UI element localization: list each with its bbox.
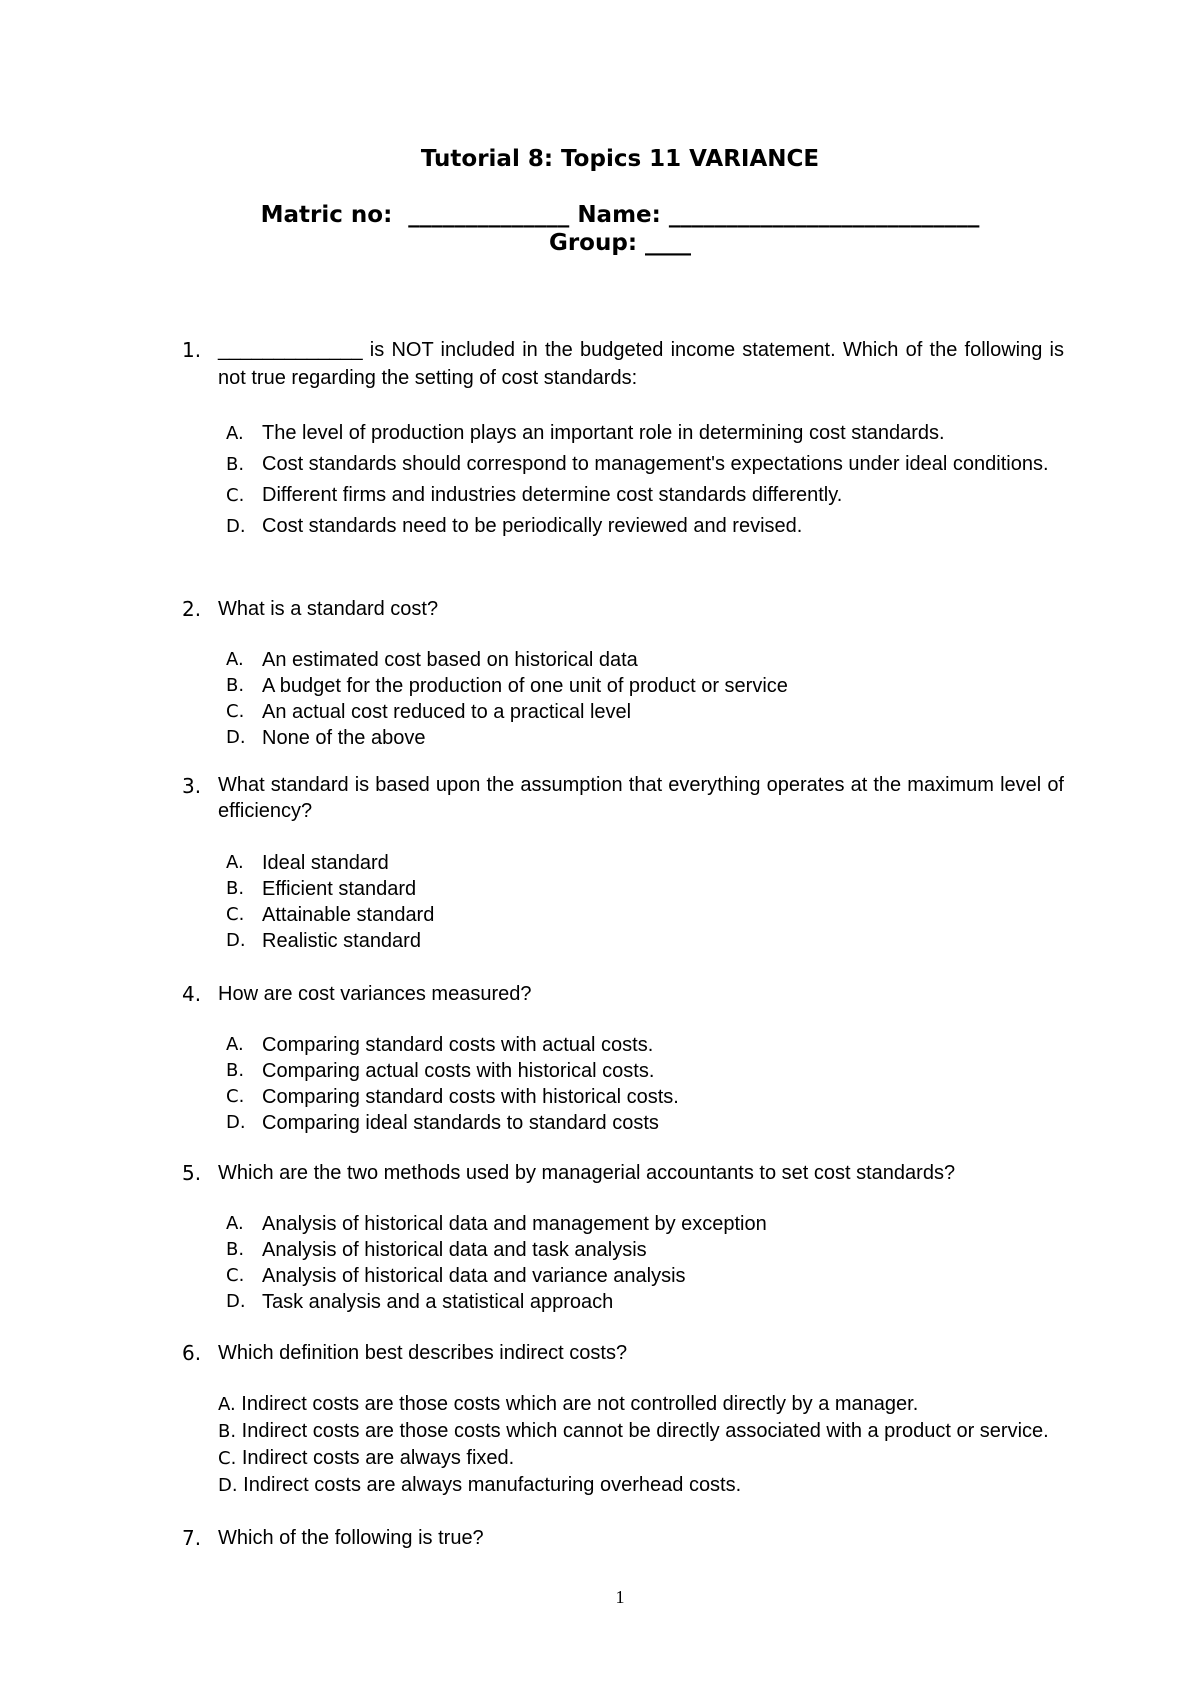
student-info-row — [0, 202, 1200, 228]
question-text: Which of the following is true? — [218, 1527, 484, 1549]
question-3-options — [226, 850, 1064, 954]
option-a: A. Indirect costs are those costs which are not controlled directly by a manager. — [218, 1393, 919, 1415]
option-b: B. Efficient standard — [226, 878, 417, 900]
option-d: D. Task analysis and a statistical approach — [226, 1291, 614, 1313]
option-c: C. Comparing standard costs with historical costs. — [226, 1086, 679, 1108]
question-4 — [182, 980, 1064, 1008]
question-5 — [182, 1159, 1064, 1187]
question-text: Which are the two methods used by managerial accountants to set cost standards? — [218, 1162, 956, 1184]
question-number: 2. — [182, 597, 202, 621]
question-3 — [182, 772, 1064, 824]
option-a: A. Analysis of historical data and management by exception — [226, 1213, 767, 1235]
option-b: B. A budget for the production of one unit of product or service — [226, 675, 788, 697]
option-c: C. Attainable standard — [226, 904, 435, 926]
option-b: B. Analysis of historical data and task analysis — [226, 1239, 647, 1261]
option-c: C. Different firms and industries determine cost standards differently. — [226, 484, 843, 506]
question-number: 4. — [182, 982, 202, 1006]
option-c: C. Analysis of historical data and variance analysis — [226, 1265, 686, 1287]
question-5-options — [226, 1211, 1064, 1315]
question-text: What standard is based upon the assumption that everything operates at the maximum level of efficiency? — [218, 774, 1064, 822]
matric-blank: ______________ — [408, 202, 570, 228]
group-row — [0, 230, 1200, 256]
question-6-options — [218, 1391, 1064, 1499]
question-number: 3. — [182, 774, 202, 798]
name-blank: ___________________________ — [668, 202, 980, 228]
name-label: Name: — [577, 202, 661, 228]
question-number: 7. — [182, 1526, 202, 1550]
question-text: _____________ is NOT included in the budgeted income statement. Which of the following is not true regarding the setting of cost standards: — [218, 339, 1064, 389]
matric-label: Matric no: — [260, 202, 393, 228]
option-a: A. An estimated cost based on historical data — [226, 649, 638, 671]
question-1-options — [226, 418, 1064, 542]
question-text: How are cost variances measured? — [218, 983, 532, 1005]
option-d: D. Realistic standard — [226, 930, 421, 952]
option-b: B. Indirect costs are those costs which cannot be directly associated with a product or service. — [218, 1420, 1049, 1442]
option-d: D. None of the above — [226, 727, 426, 749]
option-d: D. Cost standards need to be periodically reviewed and revised. — [226, 515, 803, 537]
question-number: 6. — [182, 1341, 202, 1365]
option-d: D. Comparing ideal standards to standard costs — [226, 1112, 659, 1134]
question-7 — [182, 1524, 1064, 1552]
option-a: A. Ideal standard — [226, 852, 389, 874]
option-d: D. Indirect costs are always manufacturing overhead costs. — [218, 1474, 742, 1496]
option-b: B. Comparing actual costs with historical costs. — [226, 1060, 655, 1082]
question-text: What is a standard cost? — [218, 598, 439, 620]
page-number: 1 — [615, 1587, 625, 1607]
option-c: C. Indirect costs are always fixed. — [218, 1447, 515, 1469]
question-text: Which definition best describes indirect costs? — [218, 1342, 628, 1364]
group-blank: ____ — [645, 230, 692, 256]
question-2-options — [226, 647, 1064, 751]
option-b: B. Cost standards should correspond to management's expectations under ideal conditions. — [226, 453, 1049, 475]
question-6 — [182, 1339, 1064, 1367]
option-c: C. An actual cost reduced to a practical level — [226, 701, 632, 723]
page-title: Tutorial 8: Topics 11 VARIANCE — [420, 146, 820, 172]
group-label: Group: — [548, 230, 638, 256]
question-1 — [182, 336, 1064, 392]
option-a: A. The level of production plays an important role in determining cost standards. — [226, 422, 945, 444]
question-4-options — [226, 1032, 1064, 1136]
question-number: 5. — [182, 1161, 202, 1185]
question-2 — [182, 595, 1064, 623]
question-number: 1. — [182, 338, 202, 362]
option-a: A. Comparing standard costs with actual costs. — [226, 1034, 654, 1056]
